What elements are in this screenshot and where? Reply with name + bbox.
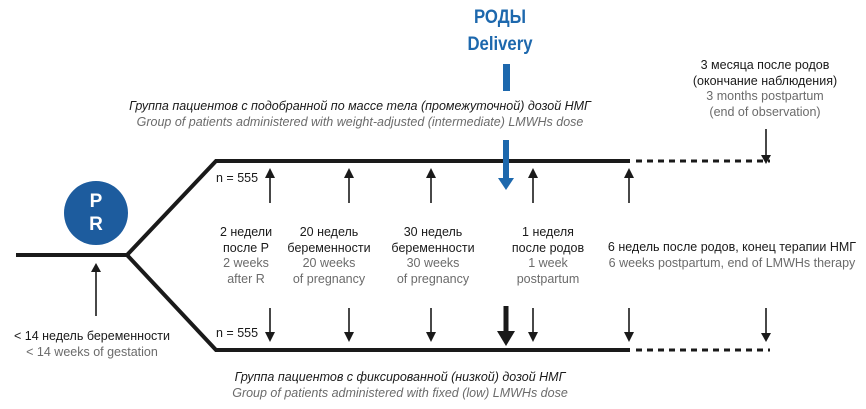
lower-group-n: n = 555 — [216, 326, 259, 340]
timepoint-en-line: 30 weeks — [406, 256, 460, 270]
upper-group-label-ru: Группа пациентов с подобранной по массе тела (промежуточной) дозой НМГ — [129, 99, 591, 113]
timepoint-ru-line: беременности — [391, 240, 475, 255]
delivery-marker-bar — [503, 64, 510, 91]
upper-visit-arrows — [265, 168, 634, 203]
randomization-circle — [64, 181, 128, 245]
delivery-heading — [447, 4, 553, 58]
timepoint-label-20-weeks — [276, 225, 382, 287]
timepoint-en-line: 6 weeks postpartum, end of LMWHs therapy — [608, 255, 856, 270]
lower-group-label — [160, 370, 640, 401]
timepoint-ru-line: 20 недель — [299, 225, 359, 239]
timepoint-en-line: 20 weeks — [302, 256, 356, 270]
timepoint-ru-line: 6 недель после родов, конец терапии НМГ — [607, 240, 857, 254]
lower-group-label-en: Group of patients administered with fixed (low) LMWHs dose — [232, 385, 568, 400]
timepoint-ru-line: после Р — [222, 240, 270, 255]
delivery-arrow-head — [498, 178, 514, 190]
timepoint-en-line: of pregnancy — [396, 271, 470, 286]
lower-delivery-arrow-head — [497, 331, 515, 346]
timepoint-ru-line: 2 недели — [219, 225, 273, 239]
lower-group-label-ru: Группа пациентов с фиксированной (низкой) дозой НМГ — [234, 370, 566, 384]
timepoint-ru-line: 30 недель — [403, 225, 463, 239]
entry-arrow-head — [91, 263, 101, 272]
timepoint-label-1-week-postpartum — [498, 225, 598, 287]
timepoint-en-line: after R — [227, 271, 265, 286]
end-observation-ru-2: (окончание наблюдения) — [692, 73, 838, 88]
randomization-letter-ru: Р — [89, 191, 103, 212]
timepoint-en-line: 1 week — [528, 256, 568, 270]
upper-group-label-en: Group of patients administered with weight-adjusted (intermediate) LMWHs dose — [136, 114, 584, 129]
timepoint-en-line: of pregnancy — [292, 271, 366, 286]
delivery-title-en: Delivery — [467, 34, 533, 55]
entry-label — [4, 329, 180, 360]
timepoint-ru-line: 1 неделя — [522, 225, 574, 239]
timepoint-en-line: postpartum — [516, 271, 580, 286]
delivery-title-ru: РОДЫ — [473, 7, 527, 28]
timepoint-label-30-weeks — [380, 225, 486, 287]
end-observation-ru-1: 3 месяца после родов — [700, 58, 830, 72]
entry-label-ru: < 14 недель беременности — [14, 329, 170, 343]
entry-label-en: < 14 weeks of gestation — [26, 344, 158, 359]
randomization-letter-en: R — [89, 214, 103, 235]
end-observation-en-1: 3 months postpartum — [706, 89, 824, 103]
lower-visit-arrows — [265, 308, 634, 342]
timepoint-ru-line: после родов — [511, 240, 585, 255]
timepoint-ru-line: беременности — [287, 240, 371, 255]
timepoint-en-line: 2 weeks — [223, 256, 269, 270]
timepoint-label-6-weeks-postpartum — [600, 240, 864, 271]
lower-end-observation-arrow-head — [761, 333, 771, 342]
upper-group-n: n = 555 — [216, 171, 259, 185]
end-observation-label — [672, 58, 858, 120]
end-observation-en-2: (end of observation) — [709, 104, 821, 119]
upper-group-label — [100, 99, 620, 130]
